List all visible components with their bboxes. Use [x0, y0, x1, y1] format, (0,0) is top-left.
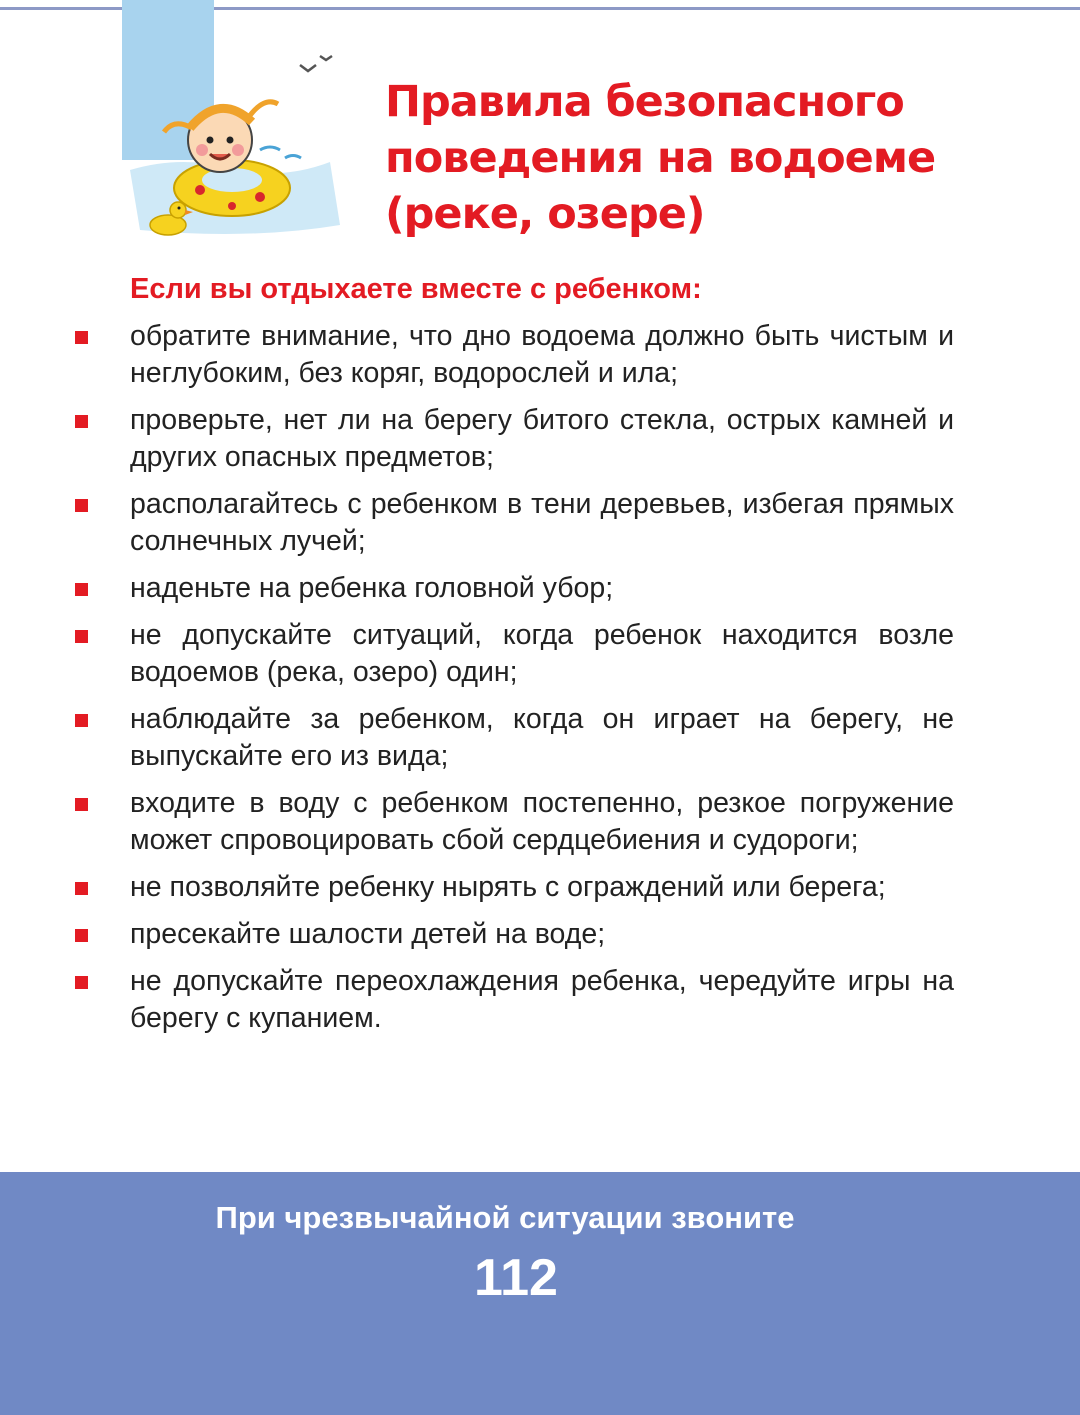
bullet-square-icon [75, 630, 88, 643]
rule-text: не допускайте переохлаждения ребенка, чередуйте игры на берегу с купанием. [130, 965, 954, 1034]
bullet-square-icon [75, 499, 88, 512]
bullet-square-icon [75, 882, 88, 895]
rule-text: располагайтесь с ребенком в тени деревьев, избегая прямых солнечных лучей; [130, 488, 954, 557]
rules-list [0, 318, 1080, 1047]
rule-text: пресекайте шалости детей на воде; [130, 918, 606, 950]
emergency-footer [0, 1172, 1080, 1415]
list-item [0, 916, 954, 953]
bullet-square-icon [75, 798, 88, 811]
rule-text: не допускайте ситуаций, когда ребенок находится возле водоемов (река, озеро) один; [130, 619, 954, 688]
rule-text: проверьте, нет ли на берегу битого стекла, острых камней и других опасных предметов; [130, 404, 954, 473]
section-subtitle: Если вы отдыхаете вместе с ребенком: [130, 273, 702, 305]
title-line: Правила безопасного [385, 77, 904, 127]
title-line: поведения на водоеме [385, 133, 936, 183]
title-line: (реке, озере) [385, 189, 705, 239]
bullet-square-icon [75, 331, 88, 344]
seagull-icon [300, 56, 332, 71]
bullet-square-icon [75, 583, 88, 596]
emergency-number: 112 [474, 1249, 558, 1307]
bullet-square-icon [75, 714, 88, 727]
rule-text: обратите внимание, что дно водоема должно быть чистым и неглубоким, без коряг, водорослей и ила; [130, 320, 954, 389]
bullet-square-icon [75, 929, 88, 942]
list-item [0, 785, 954, 859]
page-title [385, 74, 1005, 242]
rule-text: не позволяйте ребенку нырять с ограждений или берега; [130, 871, 886, 903]
rule-text: наблюдайте за ребенком, когда он играет на берегу, не выпускайте его из вида; [130, 703, 954, 772]
list-item [0, 701, 954, 775]
list-item [0, 617, 954, 691]
list-item [0, 570, 954, 607]
list-item [0, 869, 954, 906]
list-item [0, 963, 954, 1037]
emergency-text: При чрезвычайной ситуации звоните [215, 1200, 795, 1235]
rule-text: входите в воду с ребенком постепенно, резкое погружение может спровоцировать сбой сердцебиения и судороги; [130, 787, 954, 856]
child-swim-ring-illustration [120, 40, 350, 250]
rule-text: наденьте на ребенка головной убор; [130, 572, 614, 604]
list-item [0, 318, 954, 392]
list-item [0, 402, 954, 476]
bullet-square-icon [75, 976, 88, 989]
bullet-square-icon [75, 415, 88, 428]
list-item [0, 486, 954, 560]
